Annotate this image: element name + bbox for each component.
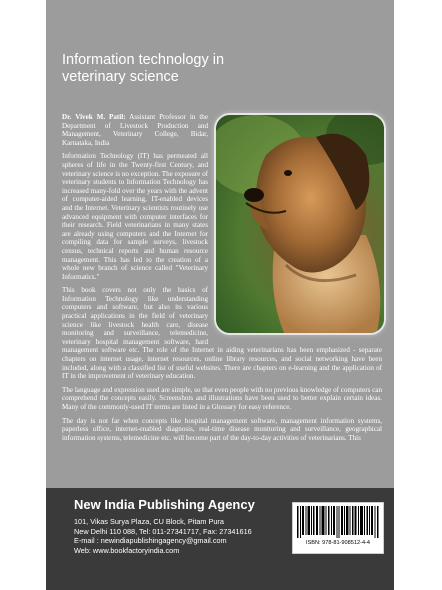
author-name: Dr. Vivek M. Patil: (62, 113, 126, 121)
barcode-bars (297, 506, 379, 538)
publisher-footer (46, 488, 394, 590)
author-affiliation: Assistant Professor in the Department of Livestock Production and Management, Veterinary College, Bidar, Karnataka, India (62, 113, 208, 147)
email-line: E-mail : newindiapublishingagency@gmail.com (74, 536, 227, 546)
barcode (292, 502, 384, 554)
dog-photo (214, 113, 386, 335)
address-line-1: 101, Vikas Surya Plaza, CU Block, Pitam Pura (74, 517, 224, 526)
book-title: Information technology in veterinary science (62, 52, 225, 85)
back-cover (46, 0, 394, 590)
paragraph-3: The language and expression used are simple, so that even people with no previous knowledge of computers can comprehend the concepts easily. Screenshots and illustrations have been used to better explain certain ideas. Many of the commonly-used IT terms are listed in a Glossary for easy reference. (62, 385, 382, 411)
blurb (62, 113, 382, 447)
paragraph-4: The day is not far when concepts like hospital management software, management information systems, paperless office, internet-enabled diagnosis, real-time disease monitoring and surveillance, geographical information systems, telemedicine etc. will become part of the day-to-day activities of veterinarians. This (62, 416, 382, 442)
paragraph-2: This book covers not only the basics of Information Technology like understanding computers and software, but also its various practical applications in the field of veterinary science like livestock health care, disease monitoring and surveillance, telemedicine, veterinary hospital management software, hard management software etc. The role of the Internet in aiding veterinarians has been emphasized - separate chapters on internet usage, internet resources, online library resources, and social networking have been included, along with a classified list of useful websites. There are chapters on e-learning and the application of IT in the improvement of veterinary education. (62, 286, 382, 381)
paragraph-1: Information Technology (IT) has permeated all spheres of life in the Twenty-first Century, and veterinary science is no exception. The exposure of veterinary students to Information Technology has increased many-fold over the years with the advent of computer-aided learning, IT-enabled devices and the Internet. Veterinary scientists routinely use advanced equipment with computer interfaces for their research. Field veterinarians in many states are already using computers and the Internet for compiling data for sample surveys, livestock census, technical reports and human resource management. This has led to the creation of a whole new branch of science called "Veterinary Informatics." (62, 152, 208, 281)
dog-illustration (216, 115, 386, 335)
address-line-2: New Delhi 110 088, Tel: 011-27341717, Fax: 27341616 (74, 526, 252, 536)
isbn-number: ISBN: 978-81-908512-4-4 (305, 540, 371, 546)
publisher-name: New India Publishing Agency (74, 497, 255, 512)
web-line: Web: www.bookfactoryindia.com (74, 545, 180, 555)
publisher-address (74, 517, 284, 555)
